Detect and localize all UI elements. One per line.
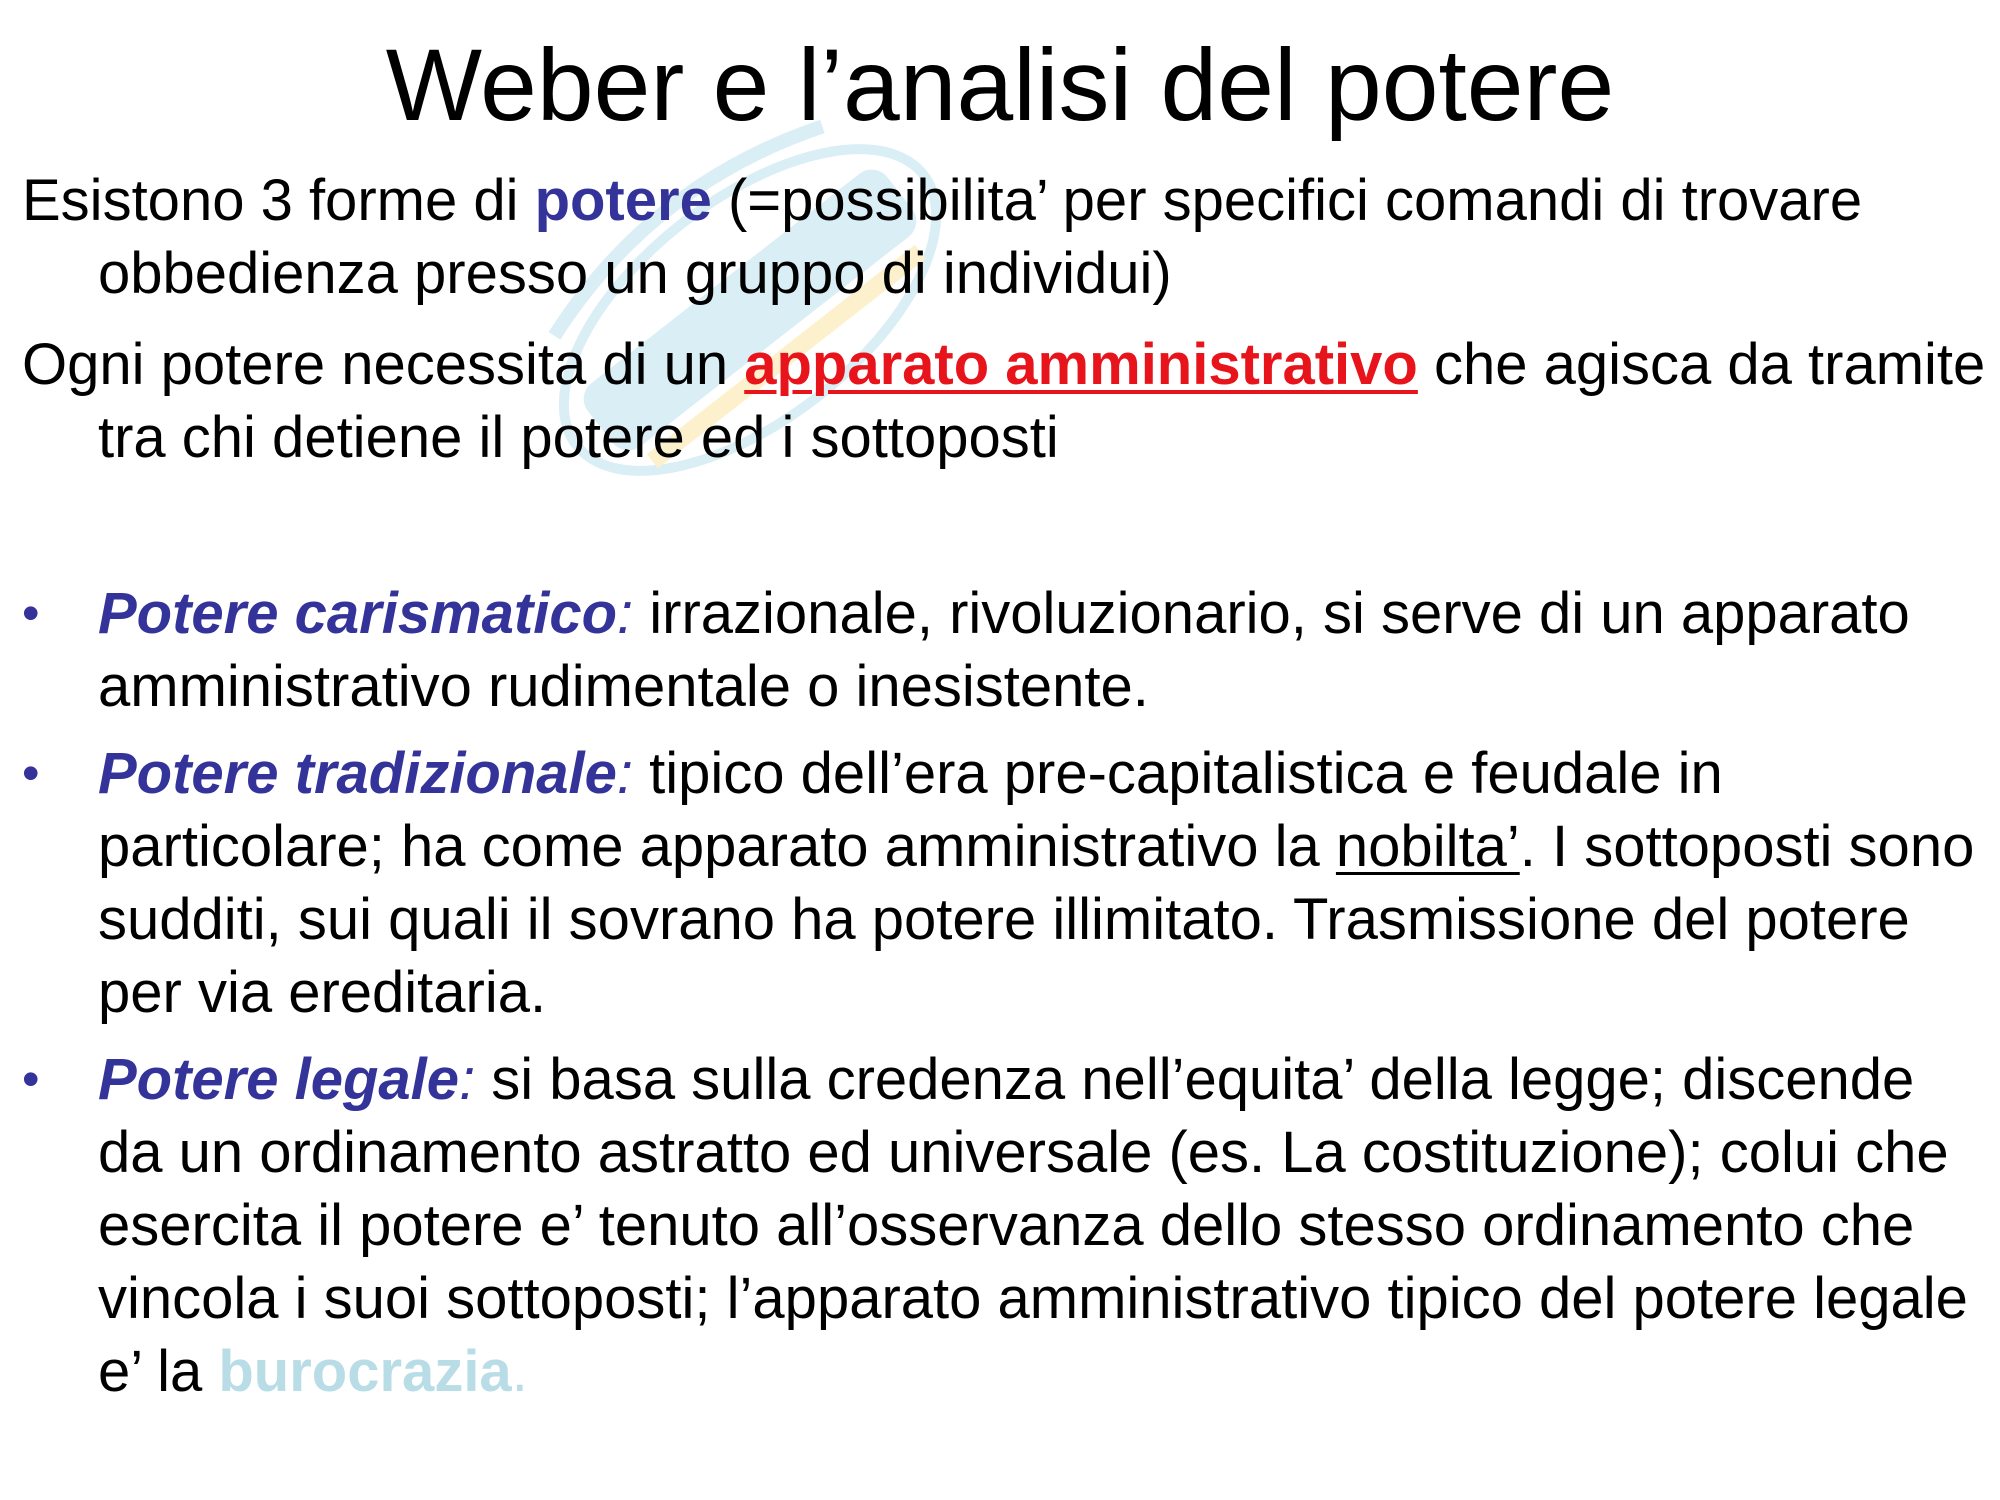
bullet-colon: : (617, 581, 634, 646)
bullet-colon: : (459, 1047, 476, 1112)
bullet-text-before: tipico dell’era pre-capitalistica e feudale in particolare; ha come apparato amministrativo la (98, 741, 1723, 879)
bullet-dot-icon: • (22, 585, 40, 641)
bullet-term: Potere carismatico (98, 581, 618, 646)
apparato-amministrativo-link[interactable]: apparato amministrativo (744, 332, 1418, 397)
bullet-term: Potere legale (98, 1047, 460, 1112)
nobilta-underlined: nobilta’ (1335, 814, 1520, 879)
bullet-dot-icon: • (22, 745, 40, 801)
bullet-item-tradizionale (22, 737, 1982, 1029)
slide-title: Weber e l’analisi del potere (385, 28, 1615, 142)
apparato-text-before: Ogni potere necessita di un (22, 332, 745, 397)
bullet-text-after: . I sottoposti sono sudditi, sui quali il sovrano ha potere illimitato. Trasmissione del potere per via ereditaria. (98, 814, 1975, 1025)
bullet-text-after: . (511, 1339, 528, 1404)
potere-highlight: potere (534, 168, 712, 233)
bullet-dot-icon: • (22, 1051, 40, 1107)
intro-text-before: Esistono 3 forme di (22, 168, 535, 233)
bullet-term: Potere tradizionale (98, 741, 617, 806)
intro-text-after: (=possibilita’ per specifici comandi di trovare obbedienza presso un gruppo di individui) (98, 168, 1863, 306)
bullet-item-legale (22, 1043, 1982, 1408)
bullet-text: irrazionale, rivoluzionario, si serve di un apparato amministrativo rudimentale o inesistente. (98, 581, 1910, 719)
burocrazia-highlight: burocrazia (218, 1339, 512, 1404)
apparato-paragraph (22, 328, 2000, 474)
bullet-text-before: si basa sulla credenza nell’equita’ della legge; discende da un ordinamento astratto ed universale (es. La costituzione); colui che esercita il potere e’ tenuto all’osservanza dello stesso ordinamento che vincola i suoi sottoposti; l’apparato amministrativo tipico del potere legale e’ la (98, 1047, 1968, 1404)
bullet-list (22, 577, 1982, 1422)
intro-paragraph (22, 164, 2000, 310)
bullet-item-carismatico (22, 577, 1982, 723)
apparato-text-after: che agisca da tramite tra chi detiene il potere ed i sottoposti (98, 332, 1986, 470)
bullet-colon: : (616, 741, 634, 806)
